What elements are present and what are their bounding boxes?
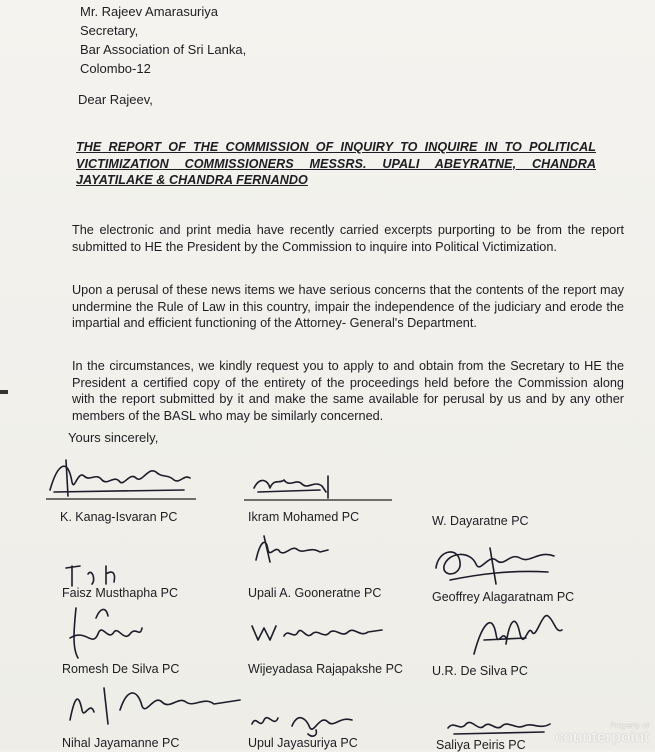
signatory-name: W. Dayaratne PC <box>432 514 529 528</box>
signatory-name: K. Kanag-Isvaran PC <box>60 510 178 524</box>
recipient-organization: Bar Association of Sri Lanka, <box>80 42 247 57</box>
recipient-name: Mr. Rajeev Amarasuriya <box>80 4 218 19</box>
signature-upali-gooneratne <box>250 530 340 566</box>
signatory-name: Ikram Mohamed PC <box>248 510 360 524</box>
signatory-name: Upul Jayasuriya PC <box>248 736 358 750</box>
signature-saliya-peiris <box>444 714 554 740</box>
counterpoint-watermark <box>555 721 649 746</box>
signatory-name: Nihal Jayamanne PC <box>62 736 180 750</box>
signature-romesh-de-silva <box>66 598 146 664</box>
signature-kanag-isvaran <box>44 452 194 502</box>
signature-ikram-mohamed <box>250 470 340 500</box>
body-paragraph-2: Upon a perusal of these news items we have serious concerns that the contents of the report may undermine the Rule of Law in this country, impair the independence of the judiciary and erode the impartial and efficient functioning of the Attorney- General's Department. <box>72 283 624 330</box>
signature-wijeyadasa-rajapakshe <box>248 618 388 646</box>
signatory-name: Geoffrey Alagaratnam PC <box>432 590 575 604</box>
signatory-name: Romesh De Silva PC <box>62 662 180 676</box>
signature-upul-jayasuriya <box>248 704 358 738</box>
signatory-name: Faisz Musthapha PC <box>62 586 179 600</box>
recipient-city: Colombo-12 <box>80 61 151 76</box>
signature-ur-de-silva <box>466 604 566 664</box>
signature-dayaratne <box>430 540 560 590</box>
signatory-name: Wijeyadasa Rajapakshe PC <box>248 662 403 676</box>
watermark-line-1: Property of <box>609 721 649 730</box>
closing: Yours sincerely, <box>68 430 159 445</box>
signatory-name: Saliya Peiris PC <box>436 738 526 752</box>
body-paragraph-3: In the circumstances, we kindly request you to apply to and obtain from the Secretary to HE the President a certified copy of the entirety of the proceedings held before the Commission along with the report submitted by it and make the same available for perusal by us and by any other members of the BASL who may be similarly concerned. <box>72 359 624 423</box>
salutation: Dear Rajeev, <box>78 92 153 107</box>
signature-nihal-jayamanne <box>64 680 244 730</box>
watermark-line-2: counterpoint <box>554 729 649 746</box>
signatory-name: U.R. De Silva PC <box>432 664 528 678</box>
recipient-title: Secretary, <box>80 23 139 38</box>
signatory-name: Upali A. Gooneratne PC <box>248 586 382 600</box>
body-paragraph-1: The electronic and print media have recently carried excerpts purporting to be from the report submitted to HE the President by the Commission to inquire into Political Victimization. <box>72 223 624 254</box>
subject-line: THE REPORT OF THE COMMISSION OF INQUIRY TO INQUIRE IN TO POLITICAL VICTIMIZATION COMMISSIONERS MESSRS. UPALI ABEYRATNE, CHANDRA JAYATILAKE & CHANDRA FERNANDO <box>76 140 596 187</box>
